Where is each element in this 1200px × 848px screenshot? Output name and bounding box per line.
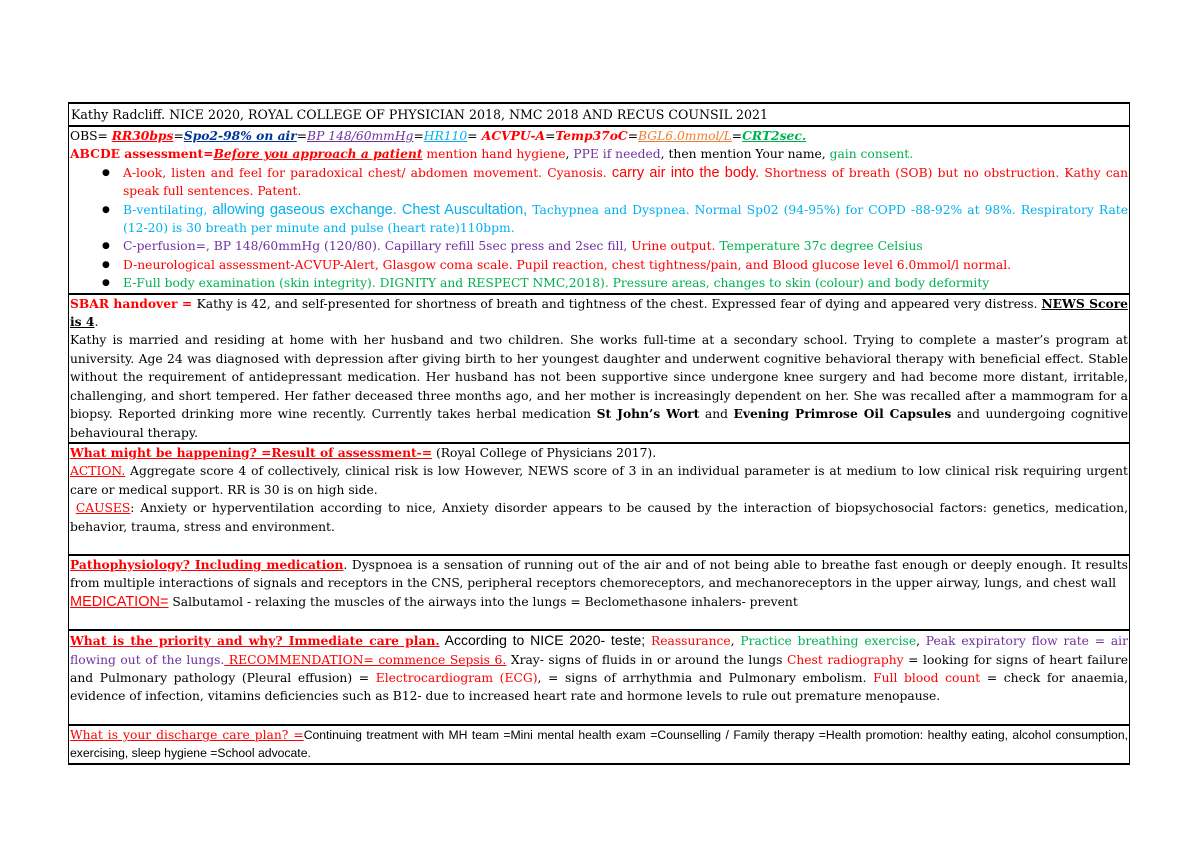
happening-label: What might be happening? =Result of assessment-=	[70, 444, 433, 460]
patho-label: Pathophysiology? Including medication	[70, 556, 344, 572]
sbar-label: SBAR handover =	[70, 295, 197, 311]
obs-rr: RR30bps	[111, 128, 174, 143]
priority-label: What is the priority and why? Immediate care plan.	[70, 633, 440, 649]
news-score: NEWS Score is 4	[70, 295, 1128, 330]
obs-acvpu: ACVPU-A	[477, 128, 546, 143]
abcde-list	[70, 164, 1128, 293]
abcde-item-disability: ● D-neurological assessment-ACVUP-Alert, Glasgow coma scale. Pupil reaction, chest tightness/pain, and Blood glucose level 6.0mmol/l normal.	[123, 256, 1128, 274]
obs-crt: CRT2sec.	[742, 128, 807, 143]
happening-row: What might be happening? =Result of assessment-= (Royal College of Physicians 2017). ACTION. Aggregate score 4 of collectively, clinical risk is low However, NEWS score of 3 in an individual parameter is at medium to low clinical risk requiring urgent care or medical support. RR is 30 is on high side. CAUSES: Anxiety or hyperventilation according to nice, Anxiety disorder appears to be caused by the interaction of biopsychosocial factors: genetics, medication, behavior, trauma, stress and environment.	[69, 444, 1129, 556]
assessment-row	[69, 127, 1129, 295]
obs-bgl: BGL6.0mmol/L	[638, 129, 732, 143]
recommendation-label: RECOMMENDATION= commence Sepsis 6.	[224, 652, 507, 667]
obs-line: OBS= RR30bps=Spo2-98% on air=BP 148/60mmHg=HR110= ACVPU-A=Temp37oC=BGL6.0mmol/L=CRT2sec.	[70, 128, 807, 143]
action-label: ACTION.	[70, 464, 126, 479]
title-row	[69, 104, 1129, 127]
abcde-item-airway: ● A-look, listen and feel for paradoxical chest/ abdomen movement. Cyanosis. carry air into the body. Shortness of breath (SOB) but no obstruction. Kathy can speak full sentences. Patent.	[123, 164, 1128, 201]
obs-temp: Temp37oC	[555, 128, 628, 143]
priority-row: What is the priority and why? Immediate care plan. According to NICE 2020- teste; Reassurance, Practice breathing exercise, Peak expiratory flow rate = air flowing out of the lungs. RECOMMENDATION= commence Sepsis 6. Xray- signs of fluids in or around the lungs Chest radiography = looking for signs of heart failure and Pulmonary pathology (Pleural effusion) = Electrocardiogram (ECG), = signs of arrhythmia and Pulmonary embolism. Full blood count = check for anaemia, evidence of infection, vitamins deficiencies such as B12- due to increased heart rate and hormone levels to rule out premature menopause.	[69, 631, 1129, 726]
abcde-intro: ABCDE assessment=Before you approach a patient mention hand hygiene, PPE if needed, then mention Your name, gain consent.	[70, 146, 914, 162]
abcde-item-exposure: ● E-Full body examination (skin integrity). DIGNITY and RESPECT NMC,2018). Pressure areas, changes to skin (colour) and body deformity	[123, 274, 1128, 292]
pathophysiology-row: Pathophysiology? Including medication. Dyspnoea is a sensation of running out of the air and of not being able to breathe fast enough or deeply enough. It results from multiple interactions of signals and receptors in the CNS, peripheral receptors chemoreceptors, and mechanoreceptors in the upper airway, lungs, and chest wall MEDICATION= Salbutamol - relaxing the muscles of the airways into the lungs = Beclomethasone inhalers- prevent	[69, 556, 1129, 631]
obs-spo2: Spo2-98% on air	[183, 128, 297, 143]
page-title: Kathy Radcliff. NICE 2020, ROYAL COLLEGE OF PHYSICIAN 2018, NMC 2018 AND RECUS COUNSIL 2021	[71, 107, 768, 122]
discharge-row: What is your discharge care plan? =Continuing treatment with MH team =Mini mental health exam =Counselling / Family therapy =Health promotion: healthy eating, alcohol consumption, exercising, sleep hygiene =School advocate.	[70, 727, 1128, 761]
obs-hr: HR110	[423, 129, 468, 143]
medication-label: MEDICATION=	[70, 593, 169, 610]
causes-label: CAUSES	[75, 501, 131, 516]
abcde-label: ABCDE assessment=	[70, 146, 214, 162]
abcde-item-circulation: ● C-perfusion=, BP 148/60mmHg (120/80). Capillary refill 5sec press and 2sec fill, Urine output. Temperature 37c degree Celsius	[123, 237, 1128, 255]
obs-bp: BP 148/60mmHg	[307, 129, 414, 143]
sbar-row: SBAR handover = Kathy is 42, and self-presented for shortness of breath and tightness of the chest. Expressed fear of dying and appeared very distress. NEWS Score is 4. Kathy is married and residing at home with her husband and two children. She works full-time at a secondary school. Trying to complete a master’s program at university. Age 24 was diagnosed with depression after giving birth to her youngest daughter and underwent cognitive behavioral therapy with beneficial effect. Stable without the requirement of antidepressant medication. Her husband has not been supportive since undergone knee surgery and had become more distant, irritable, challenging, and short tempered. Her father deceased three months ago, and her mother is increasingly dependent on her. She was recalled after a mammogram for a biopsy. Reported drinking more wine recently. Currently takes herbal medication St John’s Wort and Evening Primrose Oil Capsules and uundergoing cognitive behavioural therapy.	[69, 295, 1129, 444]
abcde-item-breathing: ● B-ventilating, allowing gaseous exchange. Chest Auscultation, Tachypnea and Dyspnea. Normal Sp02 (94-95%) for COPD -88-92% at 98%. Respiratory Rate (12-20) is 30 breath per minute and pulse (heart rate)110bpm.	[123, 201, 1128, 238]
care-plan-table	[68, 102, 1130, 765]
discharge-label: What is your discharge care plan? =	[70, 727, 304, 742]
